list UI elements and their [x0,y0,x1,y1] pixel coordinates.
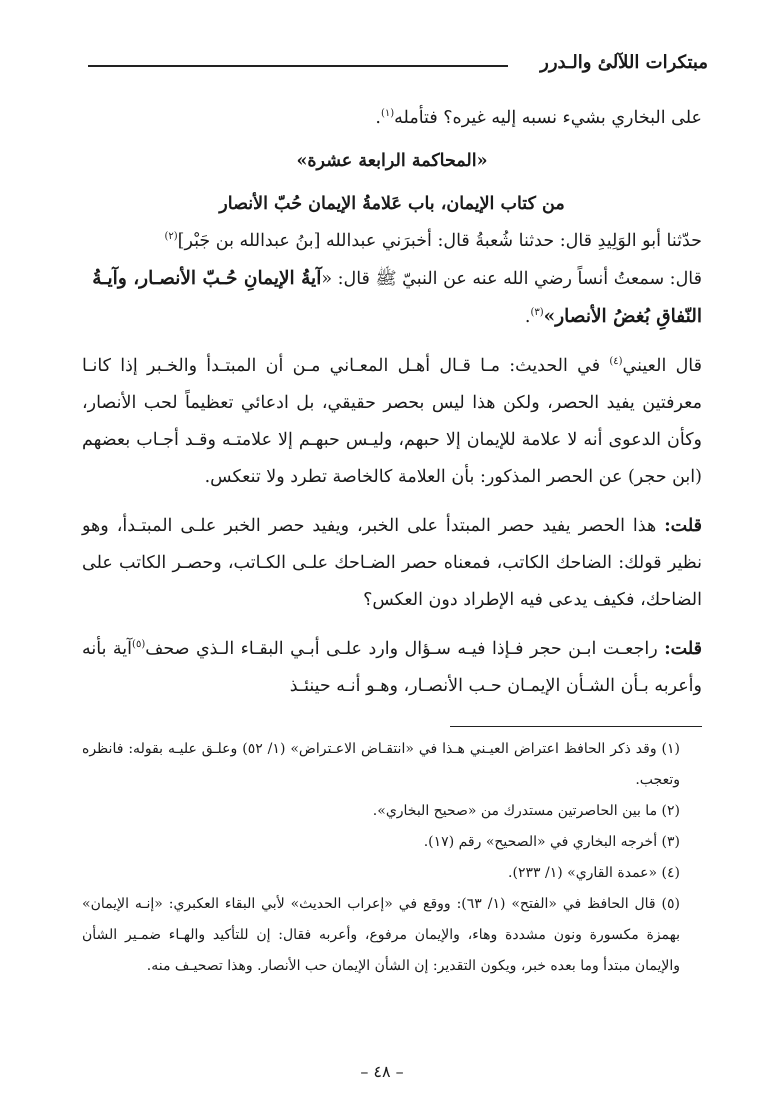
hadith-text: قال: سمعتُ أنساً رضي الله عنه عن النبيّ ﷺ قال: «آيةُ الإيمانِ حُـبّ الأنصـار، وآيـةُ [92,268,702,289]
section-heading: «المحاكمة الرابعة عشرة» [296,151,488,171]
footnote-ref-3[interactable]: (٣) [530,307,544,319]
footnotes [82,734,702,982]
hadith-text-end: النّفاقِ بُغضُ الأنصار»$^{(٣)}$. [524,306,702,327]
footnote-3: (٣) أخرجه البخاري في «الصحيح» رقم (١٧). [423,834,680,850]
footnote-separator [450,726,702,727]
footnote-5: (٥) قال الحافظ في «الفتح» (١/ ٦٣): ووقع في «إعراب الحديث» لأبي البقاء العكبري: «إنـه الإيمان» بهمزة مكسورة ونون مشددة وهاء، والإيمان مرفوع، وأعربه فقال: إن للتأكيد والهـاء ضمـير الشأن والإيمان مبتدأ وما بعده خبر، ويكون التقدير: إن الشأن الإيمان حب الأنصار. وهذا تصحيـف منه. [82,896,680,974]
paragraph-aini: قال العيني$^{(٤)}$ في الحديث: مـا قـال أهـل المعـاني مـن أن المبتـدأ والخـبر إذا كانـا معرفتين يفيد الحصر، ولكن هذا ليس بحصر حقيقي، بل ادعائي تعظيماً لحب الأنصار، وكأن الدعوى أنه لا علامة للإيمان إلا حبهم، وليـس حبهـم إلا علامتـه وقـد أجـاب بعضهم (ابن حجر) عن الحصر المذكور: بأن العلامة كالخاصة تطرد ولا تنعكس. [82,356,702,487]
page-number: – ٤٨ – [360,1062,404,1081]
paragraph-intro: على البخاري بشيء نسبه إليه غيره؟ فتأمله$^{(١)}$. [375,108,702,128]
page-header [88,50,708,82]
paragraph-qultu-1: قلت: هذا الحصر يفيد حصر المبتدأ على الخبر، ويفيد حصر الخبر علـى المبتـدأ، وهو نظير قولك: الضاحك الكاتب، فمعناه حصر الضـاحك علـى الكـاتب، وحصـر الكاتب على الضاحك، فكيف يدعى فيه الإطراد دون العكس؟ [82,516,702,610]
footnote-1: (١) وقد ذكر الحافظ اعتراض العيـني هـذا في «انتقـاض الاعـتراض» (١/ ٥٢) وعلـق عليـه بقوله: فانظره وتعجب. [82,741,680,788]
footnote-4: (٤) «عمدة القاري» (١/ ٢٣٣). [508,865,680,881]
chapter-heading: من كتاب الإيمان، باب عَلامةُ الإيمان حُبّ الأنصار [219,194,565,214]
footnote-ref-5[interactable]: (٥) [132,639,146,651]
main-text [82,100,702,705]
running-title: مبتكرات اللآلئ والـدرر [540,52,708,73]
footnote-ref-2[interactable]: (٢) [164,231,178,243]
hadith-chain: حدّثنا أبو الوَلِيدِ قال: حدثنا شُعبةُ قال: أخبرَني عبدالله [بنُ عبدالله بن جَبْر]$^{(٢)}$ [164,231,702,251]
footnote-ref-1[interactable]: (١) [380,108,395,120]
paragraph-qultu-2: قلت: راجعـت ابـن حجر فـإذا فيـه سـؤال وارد علـى أبـي البقـاء الـذي صحف$^{(٥)}$آية بأنه وأعربه بـأن الشـأن الإيمـان حـب الأنصـار، وهـو أنـه حينئـذ [82,639,702,696]
footnote-2: (٢) ما بين الحاصرتين مستدرك من «صحيح البخاري». [372,803,680,819]
header-rule [88,65,508,67]
footnote-ref-4[interactable]: (٤) [609,356,623,368]
